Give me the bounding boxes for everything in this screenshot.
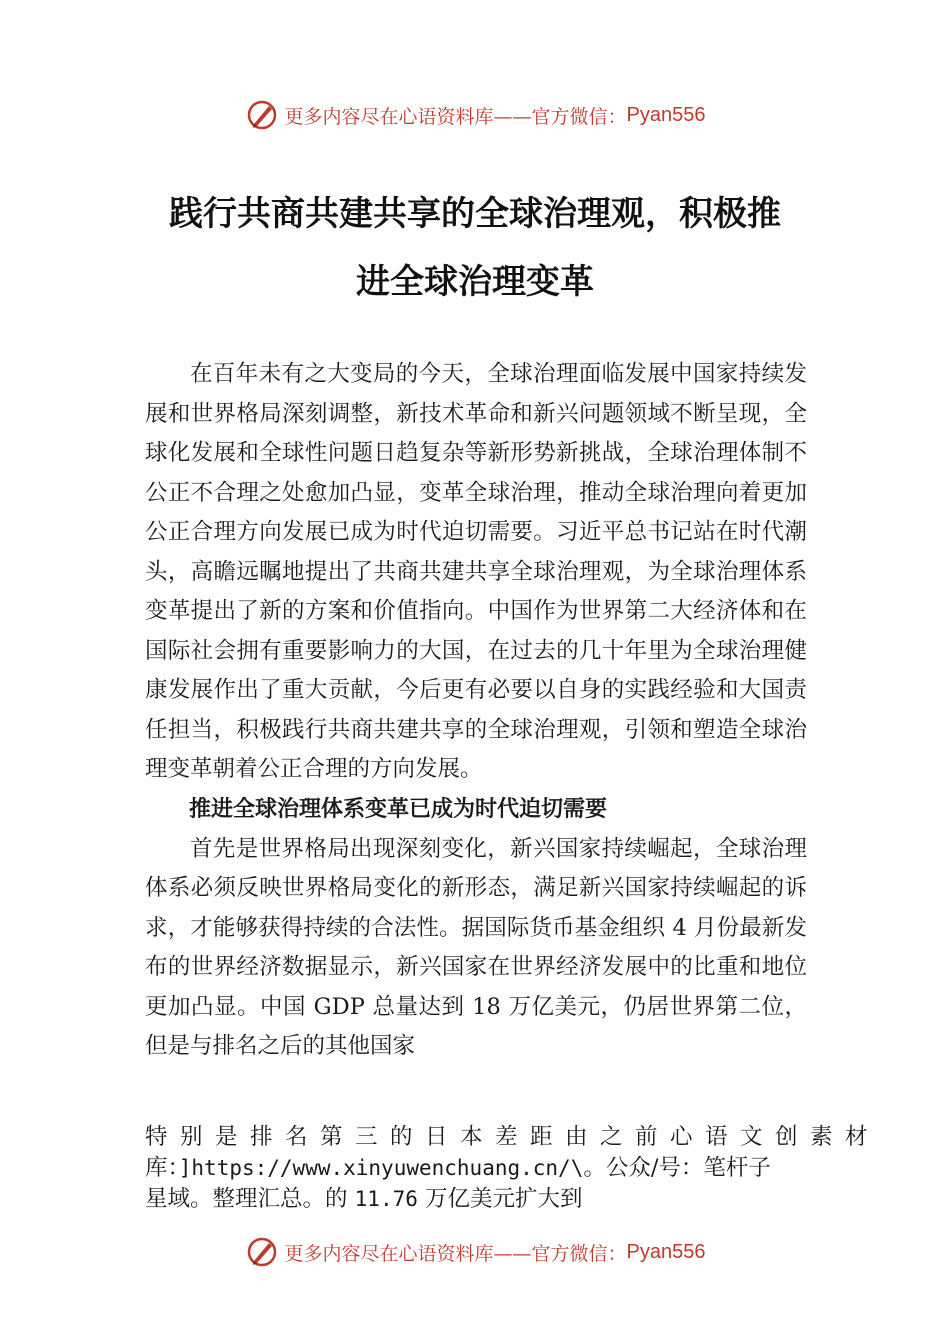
gdp-value: 11.76 <box>354 1187 418 1211</box>
watermark-text-block <box>145 1122 881 1215</box>
document-body <box>145 355 807 1067</box>
banner-text: 更多内容尽在心语资料库——官方微信： <box>284 105 627 128</box>
wechat-id: Pyan556 <box>626 1240 706 1263</box>
document-title <box>145 180 805 316</box>
wechat-id: Pyan556 <box>626 103 706 126</box>
title-line-1: 践行共商共建共享的全球治理观，积极推 <box>169 194 781 234</box>
source-url: ]https://www.xinyuwenchuang.cn/\ <box>178 1156 584 1180</box>
tail-line-2 <box>145 1153 845 1184</box>
second-paragraph: 首先是世界格局出现深刻变化，新兴国家持续崛起，全球治理体系必须反映世界格局变化的新形态，满足新兴国家持续崛起的诉求，才能够获得持续的合法性。据国际货币基金组织 4 月份最新发布的世界经济数据显示，新兴国家在世界经济发展中的比重和地位更加凸显。中国 GDP 总量达到 18 万亿美元，仍居世界第二位，但是与排名之后的其他国家 <box>145 835 807 1059</box>
tail-line-3 <box>145 1184 845 1215</box>
section-heading: 推进全球治理体系变革已成为时代迫切需要 <box>189 796 608 822</box>
pen-logo-icon <box>245 98 279 132</box>
banner-text: 更多内容尽在心语资料库——官方微信： <box>284 1242 627 1265</box>
title-line-2: 进全球治理变革 <box>356 262 594 302</box>
pen-logo-icon <box>245 1235 279 1269</box>
intro-paragraph: 在百年未有之大变局的今天，全球治理面临发展中国家持续发展和世界格局深刻调整，新技术革命和新兴问题领域不断呈现，全球化发展和全球性问题日趋复杂等新形势新挑战，全球治理体制不公正不合理之处愈加凸显，变革全球治理，推动全球治理向着更加公正合理方向发展已成为时代迫切需要。习近平总书记站在时代潮头，高瞻远瞩地提出了共商共建共享全球治理观，为全球治理体系变革提出了新的方案和价值指向。中国作为世界第二大经济体和在国际社会拥有重要影响力的大国，在过去的几十年里为全球治理健康发展作出了重大贡献，今后更有必要以自身的实践经验和大国责任担当，积极践行共商共建共享的全球治理观，引领和塑造全球治理变革朝着公正合理的方向发展。 <box>145 361 807 782</box>
tail-line-3-prefix: 星域。整理汇总。的 <box>145 1186 355 1212</box>
tail-line-2-suffix: 。公众/号：笔杆子 <box>583 1155 771 1181</box>
header-banner <box>0 95 950 135</box>
footer-banner <box>0 1232 950 1272</box>
tail-line-2-prefix: 库： <box>145 1155 179 1181</box>
tail-line-3-suffix: 万亿美元扩大到 <box>417 1186 583 1212</box>
tail-line-1: 特别是排名第三的日本差距由之前心语文创素材 <box>145 1124 881 1150</box>
